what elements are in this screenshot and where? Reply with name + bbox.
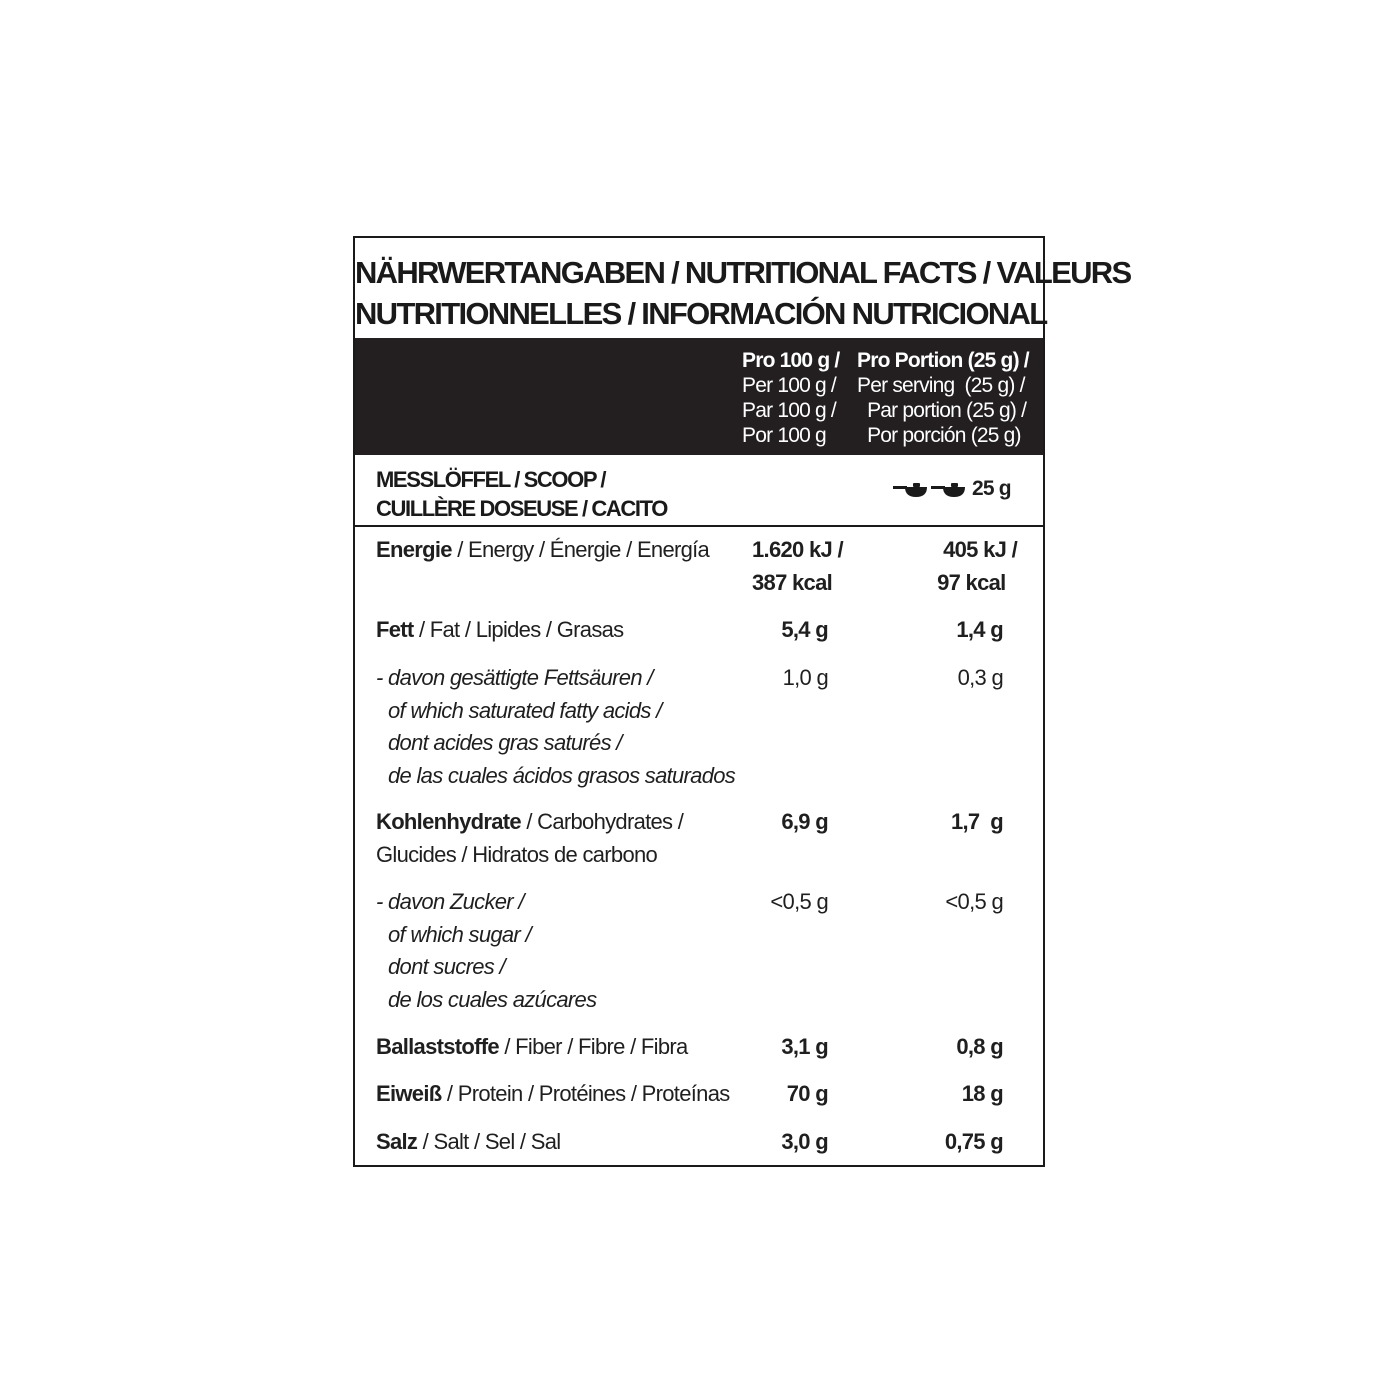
protein-label-bold: Eiweiß [376,1081,442,1106]
scoop-icon-2 [931,483,965,497]
carbohydrates-label-line-1 [376,806,683,839]
fiber-per-100g: 3,1 g [781,1034,828,1059]
per-serving-es: Por porción (25 g) [857,424,1021,447]
fat-per-serving: 1,4 g [956,617,1003,642]
energy-label [376,534,709,567]
scoop-row [355,455,1043,527]
sugar-label-en: of which sugar / [388,921,531,947]
scoop-label-line-1: MESSLÖFFEL / SCOOP / [376,467,606,492]
carbohydrates-label-bold: Kohlenhydrate [376,809,521,834]
fiber-per-serving: 0,8 g [956,1034,1003,1059]
saturated-fat-per-100g: 1,0 g [782,665,828,690]
fat-label-rest: / Fat / Lipides / Grasas [413,617,624,642]
scoop-label-line-2: CUILLÈRE DOSEUSE / CACITO [376,496,667,521]
per-100g-es: Por 100 g [742,424,826,447]
energy-per-serving-kj: 405 kJ / [943,537,1017,562]
per-serving-fr: Par portion (25 g) / [857,399,1027,422]
sugar-per-serving: <0,5 g [945,889,1003,914]
energy-per-100g-kj: 1.620 kJ / [752,537,843,562]
saturated-fat-label-fr: dont acides gras saturés / [388,730,622,755]
carbohydrates-label-rest: / Carbohydrates / [520,809,684,834]
per-100g-fr: Par 100 g / [742,399,836,422]
fat-per-100g: 5,4 g [781,617,828,642]
carbohydrates-label-line-2: Glucides / Hidratos de carbono [376,841,658,867]
saturated-fat-per-serving: 0,3 g [957,665,1003,690]
energy-per-100g [752,534,843,599]
energy-label-bold: Energie [376,537,452,562]
saturated-fat-label-en: of which saturated fatty acids / [388,697,662,723]
title-line-1: NÄHRWERTANGABEN / NUTRITIONAL FACTS / VALEURS [355,255,1131,290]
sugar-label-es: de los cuales azúcares [388,986,597,1012]
scoop-icon-1 [893,483,927,497]
per-serving-de: Pro Portion (25 g) / [857,349,1029,372]
sugar-label-fr: dont sucres / [388,954,505,979]
per-100g-header [742,348,839,448]
salt-per-serving: 0,75 g [944,1129,1003,1154]
fat-label [376,614,623,647]
per-serving-en: Per serving (25 g) / [857,374,1025,397]
scoop-icon [893,482,967,500]
sugar-per-100g: <0,5 g [770,889,828,914]
sugar-label-de: - davon Zucker / [376,889,524,914]
saturated-fat-label [376,662,735,792]
title-line-2: NUTRITIONNELLES / INFORMACIÓN NUTRICIONAL [355,296,1047,331]
salt-label-bold: Salz [376,1129,418,1154]
per-100g-en: Per 100 g / [742,374,836,397]
protein-per-serving: 18 g [961,1081,1003,1106]
energy-per-100g-kcal: 387 kcal [752,569,833,595]
protein-label [376,1078,730,1111]
column-header [355,338,1043,455]
energy-label-rest: / Energy / Énergie / Energía [451,537,710,562]
salt-label [376,1126,560,1159]
fiber-label-bold: Ballaststoffe [376,1034,499,1059]
saturated-fat-label-es: de las cuales ácidos grasos saturados [388,762,736,788]
sugar-label [376,886,596,1016]
saturated-fat-label-de: - davon gesättigte Fettsäuren / [376,665,653,690]
carbohydrates-label [376,806,683,871]
carbohydrates-per-100g: 6,9 g [781,809,828,834]
energy-per-serving-kcal: 97 kcal [937,569,1006,595]
scoop-amount: 25 g [972,477,1011,500]
fat-label-bold: Fett [376,617,414,642]
fiber-label [376,1031,688,1064]
panel-title [355,238,1131,338]
fiber-label-rest: / Fiber / Fibre / Fibra [498,1034,688,1059]
salt-per-100g: 3,0 g [781,1129,828,1154]
carbohydrates-per-serving: 1,7 g [950,809,1003,834]
salt-label-rest: / Salt / Sel / Sal [417,1129,561,1154]
per-100g-de: Pro 100 g / [742,349,840,372]
per-serving-header [857,348,1029,448]
protein-label-rest: / Protein / Protéines / Proteínas [441,1081,730,1106]
nutrition-panel [353,236,1131,1167]
energy-per-serving [937,534,1017,599]
scoop-label [376,465,667,523]
protein-per-100g: 70 g [786,1081,828,1106]
